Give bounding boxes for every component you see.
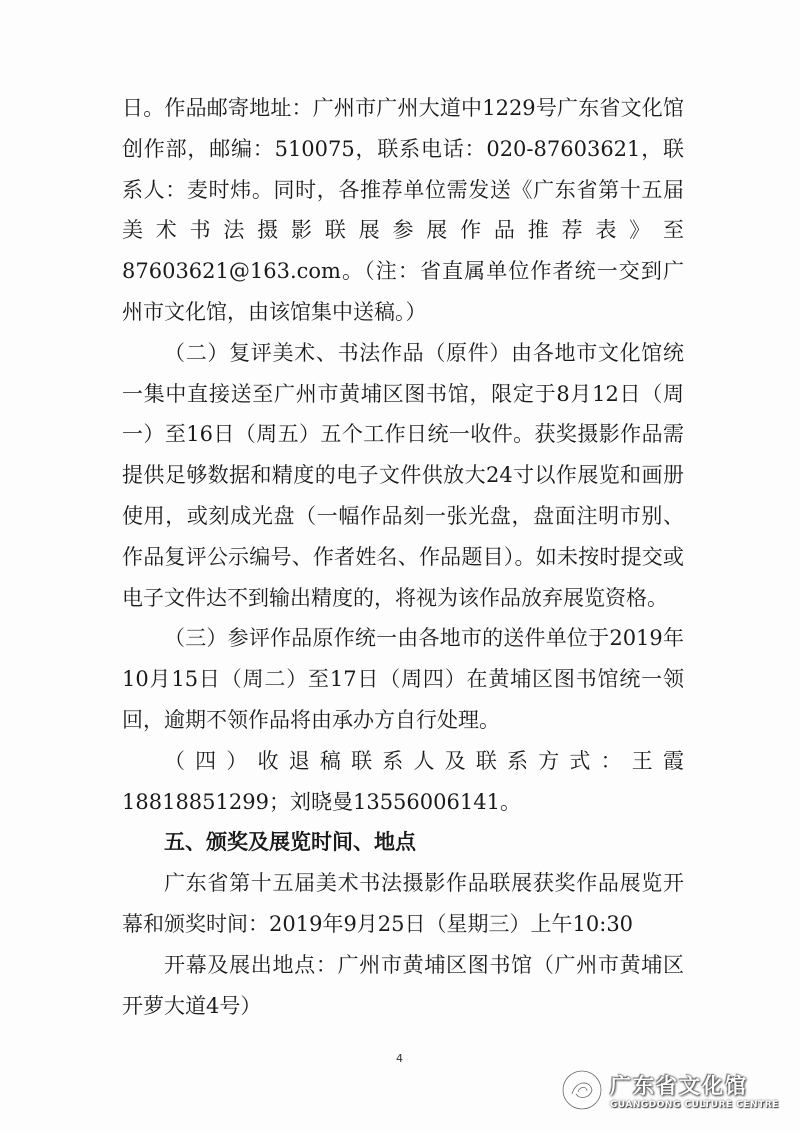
paragraph-section-three: （三）参评作品原作统一由各地市的送件单位于2019年10月15日（周二）至17日（周四）在黄埔区图书馆统一领回，逾期不领作品将由承办方自行处理。 (122, 626, 684, 732)
body-text (122, 88, 684, 1026)
paragraph-section-four: （四）收退稿联系人及联系方式：王霞18818851299；刘晓曼13556006141。 (122, 748, 684, 814)
watermark-title: 广东省文化馆 (610, 1074, 748, 1098)
paragraph-mailing-address: 日。作品邮寄地址：广州市广州大道中1229号广东省文化馆创作部，邮编：510075，联系电话：020-87603621，联系人：麦时炜。同时，各推荐单位需发送《广东省第十五届美术书法摄影联展参展作品推荐表》至87603621@163.com。（注：省直属单位作者统一交到广州市文化馆，由该馆集中送稿。） (122, 96, 684, 324)
page-number: 4 (396, 1052, 403, 1065)
paragraph-section-two: （二）复评美术、书法作品（原件）由各地市文化馆统一集中直接送至广州市黄埔区图书馆，限定于8月12日（周一）至16日（周五）五个工作日统一收件。获奖摄影作品需提供足够数据和精度的电子文件供放大24寸以作展览和画册使用，或刻成光盘（一幅作品刻一张光盘，盘面注明市别、作品复评公示编号、作者姓名、作品题目）。如未按时提交或电子文件达不到输出精度的，将视为该作品放弃展览资格。 (122, 340, 684, 610)
paragraph-exhibition-venue: 开幕及展出地点：广州市黄埔区图书馆（广州市黄埔区开萝大道4号） (122, 952, 684, 1018)
culture-centre-logo-icon (560, 1068, 604, 1112)
watermark-subtitle: GUANGDONG CULTURE CENTRE (610, 1100, 779, 1110)
section-heading-five: 五、颁奖及展览时间、地点 (164, 830, 416, 855)
watermark (560, 1067, 790, 1113)
paragraph-award-time: 广东省第十五届美术书法摄影作品联展获奖作品展览开幕和颁奖时间：2019年9月25日（星期三）上午10:30 (122, 871, 684, 936)
